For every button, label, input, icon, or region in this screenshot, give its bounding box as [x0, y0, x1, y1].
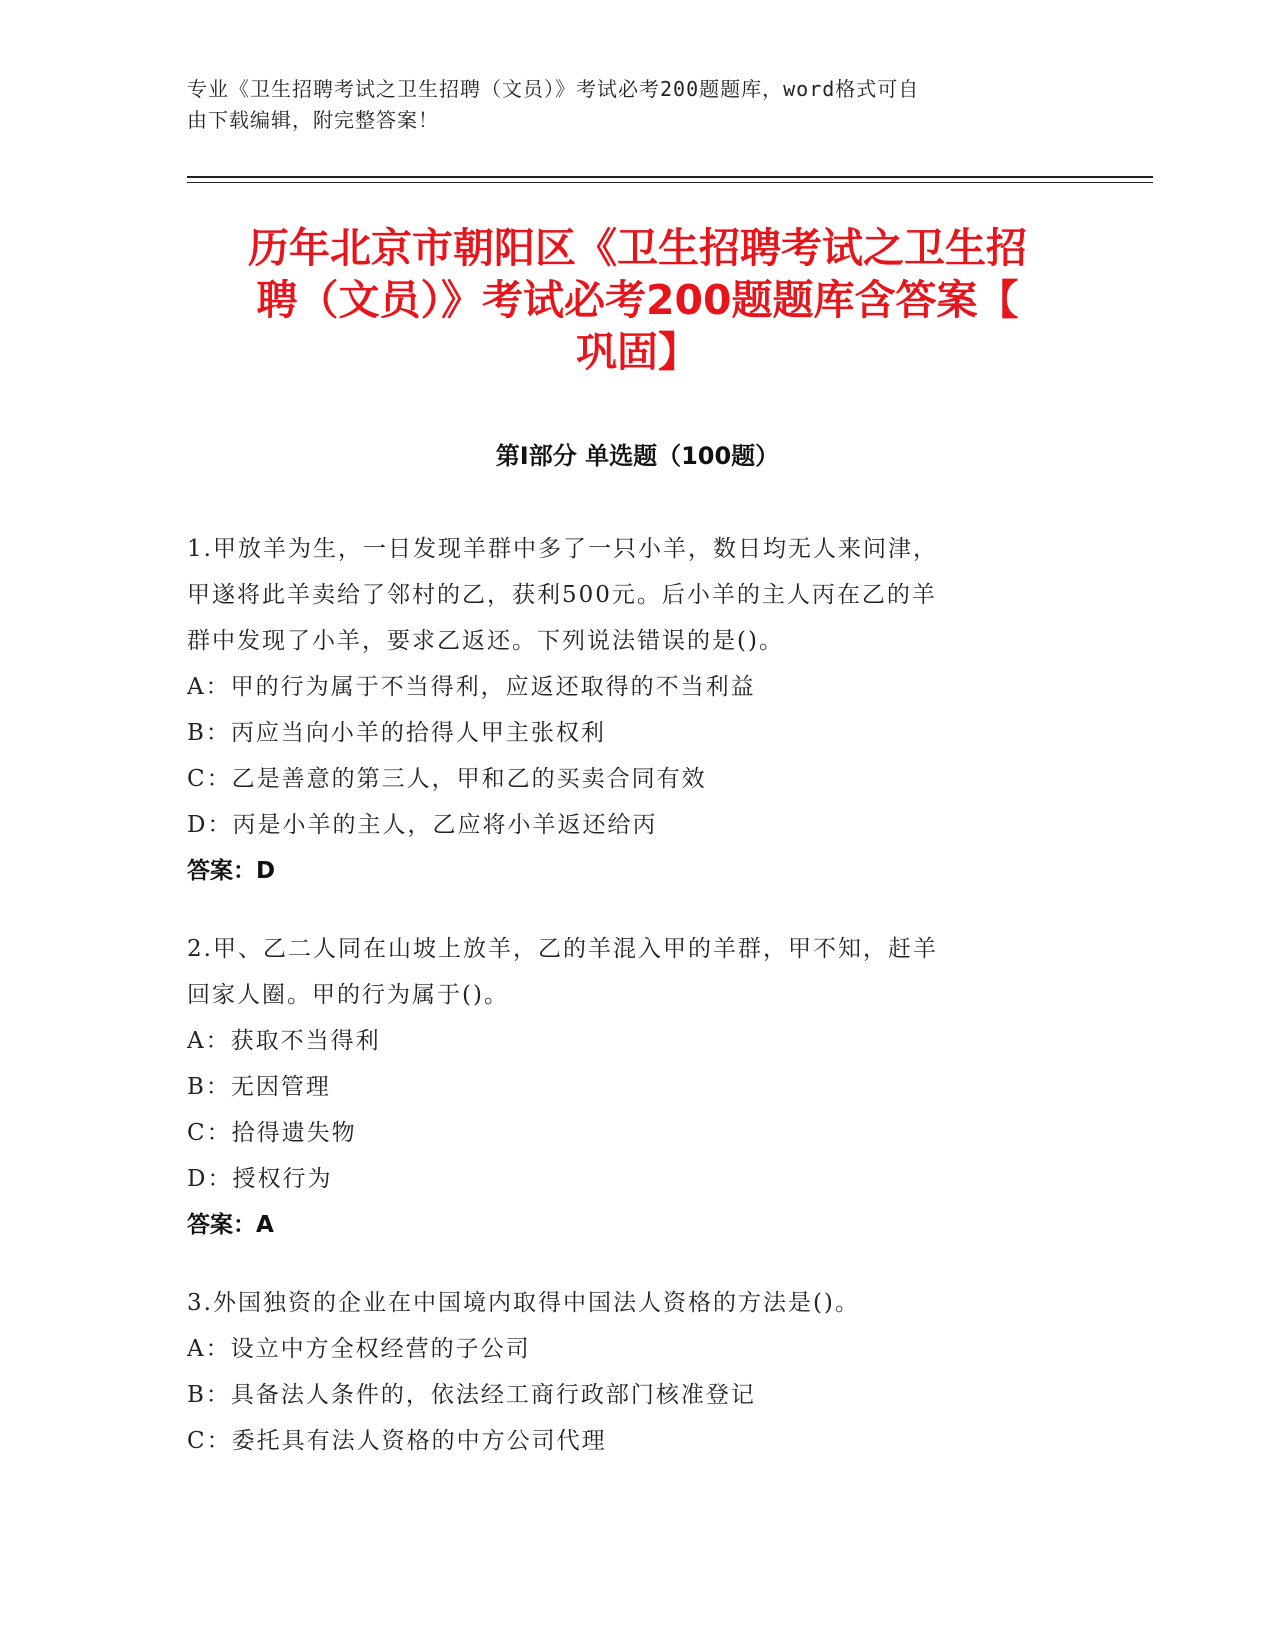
- option-c: C：乙是善意的第三人，甲和乙的买卖合同有效: [187, 766, 707, 792]
- title-line-3: 巩固】: [576, 328, 699, 376]
- question-stem-line: 3.外国独资的企业在中国境内取得中国法人资格的方法是()。: [187, 1290, 860, 1316]
- header-line-1: 专业《卫生招聘考试之卫生招聘（文员）》考试必考200题题库，word格式可自: [187, 77, 920, 101]
- document-title: [170, 222, 1105, 378]
- option-b: B：丙应当向小羊的拾得人甲主张权利: [187, 720, 606, 746]
- option-d: D：丙是小羊的主人，乙应将小羊返还给丙: [187, 812, 658, 838]
- answer-line: 答案：D: [187, 858, 276, 884]
- option-b: B：具备法人条件的，依法经工商行政部门核准登记: [187, 1382, 756, 1408]
- question-stem-line: 1.甲放羊为生，一日发现羊群中多了一只小羊，数日均无人来问津，: [187, 536, 938, 562]
- section-heading: 第I部分 单选题（100题）: [495, 442, 780, 470]
- header-divider-thin: [187, 182, 1153, 183]
- title-line-2: 聘（文员）》考试必考200题题库含答案【: [256, 276, 1019, 324]
- header-line-2: 由下载编辑，附完整答案！: [187, 108, 439, 132]
- question-list: [187, 526, 1067, 1496]
- question-block: [187, 1280, 1067, 1464]
- option-c: C：拾得遗失物: [187, 1120, 357, 1146]
- question-stem: [187, 926, 1067, 1018]
- question-block: [187, 526, 1067, 894]
- header-divider-thick: [187, 176, 1153, 178]
- option-c: C：委托具有法人资格的中方公司代理: [187, 1428, 607, 1454]
- option-a: A：获取不当得利: [187, 1028, 381, 1054]
- question-stem-line: 群中发现了小羊，要求乙返还。下列说法错误的是()。: [187, 628, 784, 654]
- question-stem-line: 甲遂将此羊卖给了邻村的乙，获利500元。后小羊的主人丙在乙的羊: [187, 582, 937, 608]
- title-line-1: 历年北京市朝阳区《卫生招聘考试之卫生招: [248, 224, 1027, 272]
- option-a: A：设立中方全权经营的子公司: [187, 1336, 531, 1362]
- question-stem: [187, 526, 1067, 664]
- question-stem-line: 2.甲、乙二人同在山坡上放羊，乙的羊混入甲的羊群，甲不知，赶羊: [187, 936, 938, 962]
- question-stem: [187, 1280, 1067, 1326]
- option-d: D：授权行为: [187, 1166, 333, 1192]
- answer-line: 答案：A: [187, 1212, 274, 1238]
- page-header: [187, 74, 1067, 136]
- question-stem-line: 回家人圈。甲的行为属于()。: [187, 982, 509, 1008]
- option-b: B：无因管理: [187, 1074, 331, 1100]
- option-a: A：甲的行为属于不当得利，应返还取得的不当利益: [187, 674, 756, 700]
- question-block: [187, 926, 1067, 1248]
